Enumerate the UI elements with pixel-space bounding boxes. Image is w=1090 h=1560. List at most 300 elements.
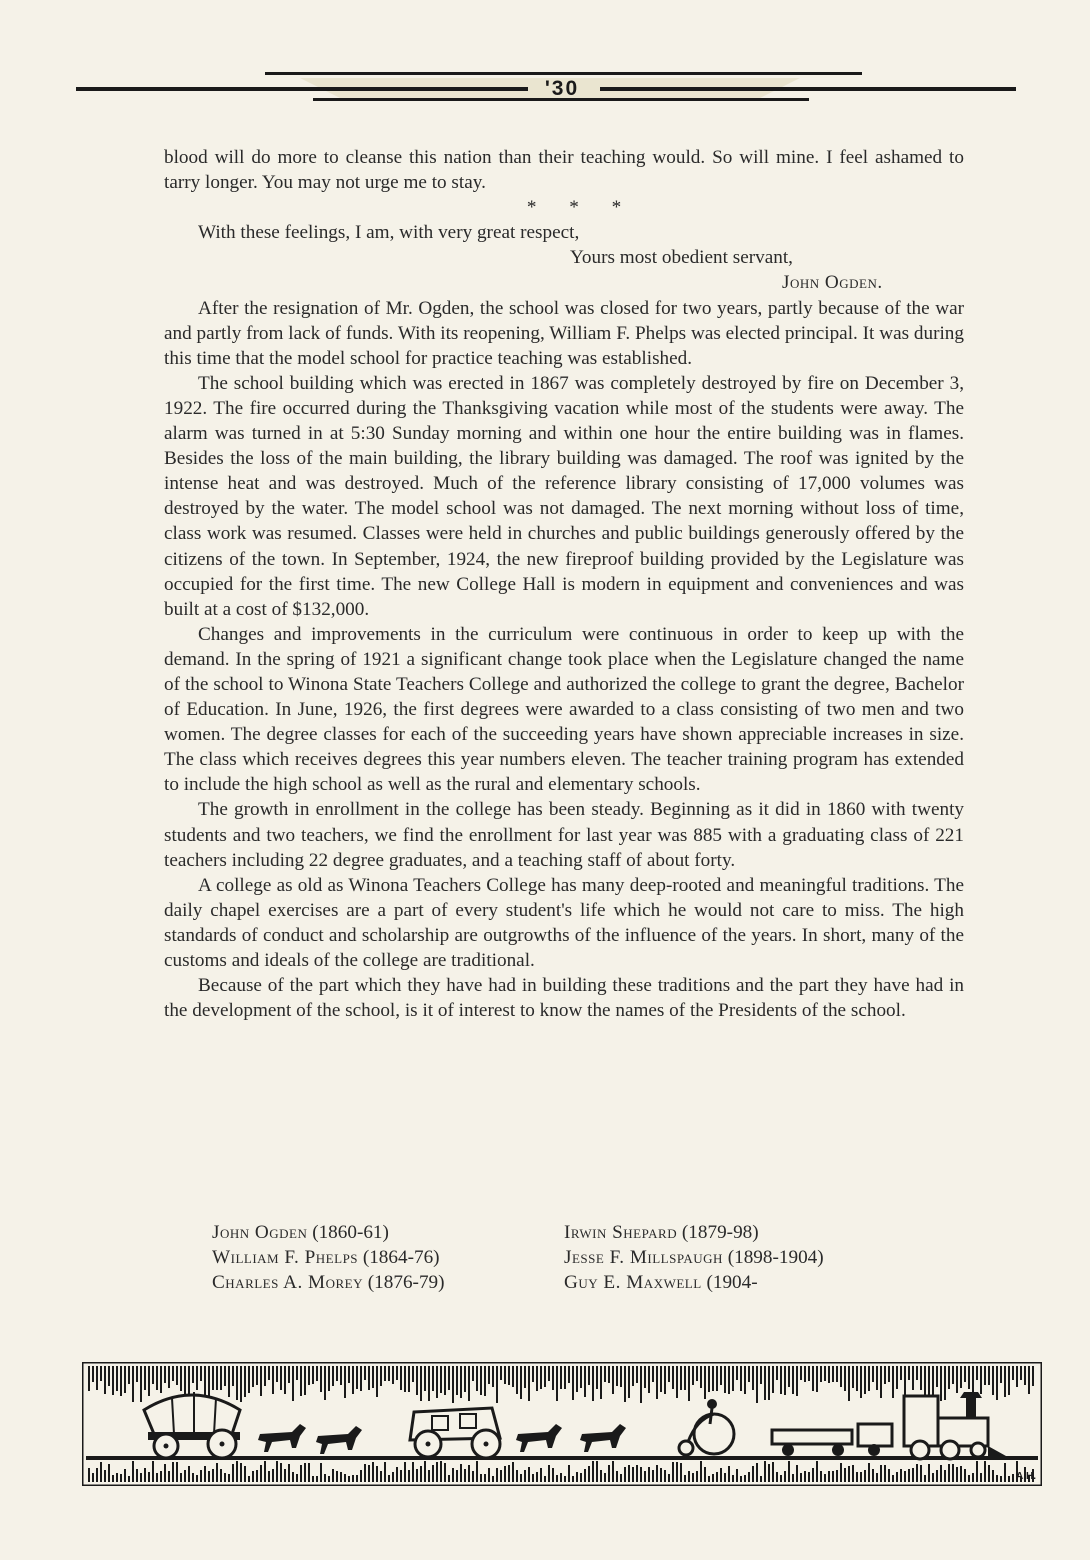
paragraph-presidents-intro: Because of the part which they have had in building these traditions and the part they have had in the development of the school, is it of interest to know the names of the Presidents of the school.	[164, 975, 964, 1022]
hatch-line	[708, 1366, 710, 1392]
hatch-line	[652, 1470, 654, 1482]
hatch-line	[692, 1473, 694, 1482]
hatch-line	[484, 1366, 486, 1396]
hatch-line	[300, 1465, 302, 1482]
hatch-line	[320, 1366, 322, 1392]
hatch-line	[540, 1468, 542, 1482]
hatch-line	[608, 1366, 610, 1383]
hatch-line	[1020, 1366, 1022, 1380]
hatch-line	[1008, 1366, 1010, 1395]
hatch-line	[552, 1366, 554, 1390]
hatch-line	[384, 1366, 386, 1381]
hatch-line	[880, 1465, 882, 1482]
president-years: (1864-76)	[362, 1247, 440, 1268]
hatch-line	[188, 1366, 190, 1398]
hatch-line	[620, 1366, 622, 1387]
hatch-line	[112, 1475, 114, 1482]
hatch-line	[732, 1475, 734, 1482]
hatch-line	[216, 1463, 218, 1482]
hatch-line	[144, 1468, 146, 1482]
hatch-line	[400, 1470, 402, 1482]
hatch-line	[328, 1366, 330, 1391]
president-years: (1904-	[706, 1272, 758, 1293]
hatch-line	[616, 1471, 618, 1482]
hatch-line	[492, 1366, 494, 1387]
hatch-line	[104, 1470, 106, 1482]
hatch-line	[872, 1366, 874, 1382]
hatch-line	[628, 1366, 630, 1398]
hatch-line	[664, 1366, 666, 1394]
hatch-line	[128, 1366, 130, 1384]
hatch-line	[780, 1366, 782, 1394]
hatch-line	[152, 1366, 154, 1384]
hatch-line	[828, 1366, 830, 1383]
hatch-line	[220, 1469, 222, 1482]
hatch-line	[400, 1366, 402, 1390]
hatch-line	[804, 1366, 806, 1382]
president-entry	[564, 1245, 944, 1270]
hatch-line	[132, 1461, 134, 1482]
hatch-line	[800, 1366, 802, 1380]
page-number: '30	[544, 77, 580, 100]
hatch-line	[324, 1474, 326, 1482]
hatch-line	[212, 1469, 214, 1482]
hatch-line	[352, 1475, 354, 1482]
hatch-line	[716, 1472, 718, 1482]
hatch-line	[200, 1366, 202, 1381]
hatch-line	[196, 1366, 198, 1390]
hatch-line	[460, 1464, 462, 1482]
hatch-line	[232, 1464, 234, 1482]
hatch-line	[972, 1473, 974, 1482]
hatch-line	[968, 1475, 970, 1482]
hatch-line	[420, 1366, 422, 1401]
hatch-line	[176, 1462, 178, 1482]
hatch-line	[948, 1464, 950, 1482]
hatch-line	[668, 1366, 670, 1382]
hatch-line	[220, 1366, 222, 1390]
president-name: Guy E. Maxwell	[564, 1272, 702, 1293]
hatch-line	[444, 1463, 446, 1482]
hatch-line	[784, 1366, 786, 1395]
hatch-line	[876, 1473, 878, 1482]
hatch-line	[588, 1366, 590, 1385]
hatch-line	[448, 1475, 450, 1482]
hatch-line	[364, 1464, 366, 1482]
hatch-line	[140, 1366, 142, 1402]
hatch-line	[584, 1366, 586, 1397]
hatch-line	[516, 1470, 518, 1482]
hatch-line	[508, 1465, 510, 1482]
paragraph-enrollment: The growth in enrollment in the college has been steady. Beginning as it did in 1860 with twenty students and two teachers, we find the enrollment for last year was 885 with a graduating class of 221 teachers including 22 degree graduates, and a teaching staff of about forty.	[164, 799, 964, 871]
hatch-line	[936, 1470, 938, 1482]
hatch-line	[300, 1366, 302, 1396]
hatch-line	[648, 1467, 650, 1482]
frieze-illustration	[82, 1362, 1042, 1486]
hatch-line	[264, 1461, 266, 1482]
hatch-line	[276, 1366, 278, 1382]
hatch-line	[928, 1464, 930, 1482]
hatch-line	[1016, 1366, 1018, 1387]
hatch-line	[116, 1473, 118, 1482]
hatch-line	[212, 1366, 214, 1390]
hatch-line	[984, 1366, 986, 1385]
hatch-line	[112, 1366, 114, 1395]
hatch-line	[884, 1465, 886, 1482]
hatch-line	[600, 1366, 602, 1399]
hatch-line	[860, 1472, 862, 1482]
hatch-line	[408, 1366, 410, 1392]
president-years: (1898-1904)	[727, 1247, 824, 1268]
hatch-line	[184, 1470, 186, 1482]
hatch-line	[296, 1366, 298, 1380]
hatch-line	[224, 1366, 226, 1386]
hatch-line	[356, 1366, 358, 1389]
hatch-line	[744, 1475, 746, 1482]
hatch-line	[764, 1461, 766, 1482]
hatch-line	[436, 1366, 438, 1398]
hatch-line	[996, 1475, 998, 1482]
hatch-line	[1012, 1366, 1014, 1380]
hatch-line	[876, 1366, 878, 1390]
hatch-line	[1032, 1366, 1034, 1386]
hatch-line	[660, 1468, 662, 1482]
hatch-line	[448, 1366, 450, 1390]
hatch-line	[912, 1366, 914, 1390]
hatch-line	[868, 1463, 870, 1482]
hatch-line	[92, 1366, 94, 1382]
hatch-line	[992, 1470, 994, 1482]
hatch-line	[808, 1472, 810, 1482]
hatch-line	[560, 1366, 562, 1389]
hatch-line	[540, 1366, 542, 1389]
paragraph-fire: The school building which was erected in 1867 was completely destroyed by fire on December 3, 1922. The fire occurred during the Thanksgiving vacation while most of the students were away. The alarm was turned in at 5:30 Sunday morning and within one hour the entire building was in flames. Besides the loss of the main building, the library building was damaged. The roof was ignited by the intense heat and was destroyed. Much of the reference library consisting of 17,000 volumes was destroyed by the water. The model school was not damaged. The next morning without loss of time, class work was resumed. Classes were held in churches and public buildings generously offered by the citizens of the town. In September, 1924, the new fireproof building provided by the Legislature was occupied for the first time. The new College Hall is modern in equipment and conveniences and was built at a cost of $132,000.	[164, 372, 964, 620]
hatch-line	[148, 1472, 150, 1482]
hatch-line	[592, 1366, 594, 1401]
hatch-line	[768, 1366, 770, 1400]
hatch-line	[1012, 1474, 1014, 1482]
hatch-line	[332, 1469, 334, 1482]
hatch-line	[1004, 1463, 1006, 1482]
hatch-line	[320, 1463, 322, 1482]
hatch-line	[988, 1366, 990, 1385]
hatch-line	[336, 1471, 338, 1482]
hatch-line	[752, 1366, 754, 1390]
hatch-line	[736, 1469, 738, 1482]
president-years: (1860-61)	[312, 1222, 389, 1243]
hatch-line	[672, 1366, 674, 1389]
hatch-line	[348, 1476, 350, 1482]
hatch-line	[456, 1366, 458, 1395]
hatch-line	[248, 1366, 250, 1393]
hatch-line	[668, 1474, 670, 1482]
hatch-line	[936, 1366, 938, 1387]
hatch-line	[168, 1366, 170, 1388]
hatch-line	[348, 1366, 350, 1383]
president-entry	[564, 1270, 944, 1295]
hatch-line	[556, 1475, 558, 1482]
hatch-line	[572, 1366, 574, 1400]
hatch-line	[520, 1474, 522, 1482]
hatch-line	[868, 1366, 870, 1391]
hatch-line	[180, 1473, 182, 1482]
hatch-line	[584, 1469, 586, 1482]
hatch-line	[616, 1366, 618, 1386]
hatch-line	[532, 1474, 534, 1482]
hatch-line	[852, 1366, 854, 1388]
hatch-line	[608, 1465, 610, 1482]
hatch-line	[880, 1366, 882, 1398]
hatch-line	[884, 1366, 886, 1384]
hatch-line	[100, 1366, 102, 1381]
hatch-line	[172, 1462, 174, 1482]
hatch-line	[924, 1366, 926, 1398]
section-break: * * *	[526, 197, 636, 219]
hatch-line	[524, 1366, 526, 1388]
hatch-line	[368, 1366, 370, 1390]
hatch-line	[492, 1476, 494, 1482]
hatch-line	[720, 1366, 722, 1385]
hatch-line	[624, 1467, 626, 1482]
hatch-line	[196, 1475, 198, 1482]
hatch-line	[288, 1464, 290, 1482]
hatch-line	[960, 1366, 962, 1388]
hatch-line	[788, 1366, 790, 1387]
hatch-line	[812, 1366, 814, 1391]
hatch-line	[596, 1461, 598, 1482]
hatch-line	[208, 1471, 210, 1482]
hatch-line	[544, 1476, 546, 1482]
hatch-line	[272, 1366, 274, 1394]
hatch-line	[128, 1476, 130, 1482]
hatch-line	[620, 1474, 622, 1482]
hatch-line	[940, 1366, 942, 1401]
hatch-line	[228, 1366, 230, 1397]
hatch-line	[520, 1366, 522, 1399]
hatch-line	[960, 1466, 962, 1482]
hatch-line	[380, 1366, 382, 1386]
hatch-line	[872, 1469, 874, 1482]
hatch-line	[472, 1366, 474, 1381]
hatch-line	[676, 1462, 678, 1482]
hatch-line	[576, 1366, 578, 1392]
hatch-line	[92, 1473, 94, 1482]
hatch-line	[244, 1466, 246, 1482]
hatch-line	[684, 1366, 686, 1390]
hatch-line	[700, 1366, 702, 1388]
hatch-line	[832, 1366, 834, 1382]
hatch-line	[176, 1366, 178, 1385]
presidents-column-left	[212, 1220, 552, 1295]
hatch-line	[428, 1366, 430, 1401]
president-entry	[212, 1245, 552, 1270]
hatch-line	[432, 1465, 434, 1482]
hatch-line	[568, 1366, 570, 1383]
hatch-line	[1008, 1476, 1010, 1482]
hatch-line	[708, 1476, 710, 1482]
hatch-line	[648, 1366, 650, 1393]
hatch-line	[356, 1475, 358, 1482]
hatch-line	[216, 1366, 218, 1390]
hatch-line	[188, 1466, 190, 1482]
hatch-line	[96, 1366, 98, 1390]
hatch-line	[824, 1366, 826, 1381]
hatch-line	[808, 1366, 810, 1381]
hatch-line	[756, 1366, 758, 1403]
hatch-line	[388, 1475, 390, 1482]
hatch-line	[656, 1366, 658, 1399]
hatch-line	[116, 1366, 118, 1391]
hatch-line	[380, 1471, 382, 1482]
hatch-line	[108, 1366, 110, 1386]
hatch-line	[576, 1472, 578, 1482]
hatch-line	[272, 1469, 274, 1482]
hatch-line	[284, 1469, 286, 1482]
hatch-line	[980, 1473, 982, 1482]
hatch-line	[88, 1366, 90, 1391]
hatch-line	[428, 1470, 430, 1482]
hatch-line	[888, 1366, 890, 1382]
hatch-line	[604, 1366, 606, 1382]
hatch-line	[240, 1366, 242, 1402]
hatch-line	[332, 1366, 334, 1386]
hatch-line	[788, 1461, 790, 1482]
hatch-line	[1000, 1476, 1002, 1482]
hatch-line	[844, 1468, 846, 1482]
hatch-line	[948, 1366, 950, 1389]
hatch-line	[384, 1462, 386, 1482]
hatch-line	[988, 1465, 990, 1482]
hatch-line	[200, 1470, 202, 1482]
president-years: (1879-98)	[681, 1222, 759, 1243]
hatch-line	[640, 1366, 642, 1403]
hatch-line	[892, 1475, 894, 1482]
hatch-line	[896, 1472, 898, 1482]
hatch-line	[548, 1465, 550, 1482]
hatch-line	[588, 1466, 590, 1482]
hatch-line	[192, 1473, 194, 1482]
hatch-line	[304, 1463, 306, 1482]
hatch-line	[680, 1366, 682, 1390]
hatch-line	[696, 1366, 698, 1381]
hatch-line	[108, 1464, 110, 1482]
hatch-line	[120, 1474, 122, 1482]
hatch-line	[792, 1474, 794, 1482]
hatch-line	[160, 1471, 162, 1482]
hatch-line	[432, 1366, 434, 1391]
hatch-line	[760, 1476, 762, 1482]
hatch-line	[228, 1474, 230, 1482]
hatch-line	[308, 1366, 310, 1385]
hatch-line	[680, 1463, 682, 1482]
hatch-line	[612, 1461, 614, 1482]
hatch-line	[552, 1468, 554, 1482]
hatch-line	[984, 1461, 986, 1482]
hatch-line	[816, 1461, 818, 1482]
hatch-line	[152, 1461, 154, 1482]
hatch-line	[548, 1366, 550, 1381]
hatch-line	[304, 1366, 306, 1395]
hatch-line	[444, 1366, 446, 1395]
hatch-line	[316, 1366, 318, 1381]
hatch-line	[688, 1366, 690, 1401]
hatch-line	[956, 1366, 958, 1393]
presidents-column-right	[564, 1220, 944, 1295]
hatch-line	[472, 1471, 474, 1482]
hatch-line	[724, 1473, 726, 1482]
hatch-line	[920, 1366, 922, 1390]
hatch-line	[96, 1468, 98, 1482]
hatch-line	[544, 1366, 546, 1387]
hatch-line	[568, 1465, 570, 1482]
hatch-line	[992, 1366, 994, 1395]
hatch-line	[976, 1366, 978, 1380]
hatch-line	[396, 1467, 398, 1482]
hatch-line	[644, 1366, 646, 1388]
hatch-line	[888, 1469, 890, 1482]
body-text	[164, 145, 964, 1023]
hatch-line	[172, 1366, 174, 1381]
hatch-line	[408, 1470, 410, 1482]
hatch-line	[164, 1366, 166, 1383]
hatch-line	[1000, 1366, 1002, 1383]
hatch-line	[952, 1464, 954, 1482]
hatch-line	[564, 1476, 566, 1482]
hatch-line	[88, 1468, 90, 1482]
paragraph-resignation: After the resignation of Mr. Ogden, the school was closed for two years, partly because of the war and partly from lack of funds. With its reopening, William F. Phelps was elected principal. It was during this time that the model school for practice teaching was established.	[164, 297, 964, 369]
hatch-line	[892, 1366, 894, 1398]
hatch-line	[776, 1366, 778, 1380]
hatch-line	[256, 1470, 258, 1482]
hatch-line	[496, 1366, 498, 1403]
hatch-line	[596, 1366, 598, 1389]
hatch-line	[772, 1366, 774, 1393]
hatch-line	[772, 1462, 774, 1482]
hatch-line	[836, 1470, 838, 1482]
hatch-line	[920, 1465, 922, 1482]
hatch-line	[440, 1461, 442, 1482]
hatch-line	[372, 1462, 374, 1482]
hatch-line	[476, 1461, 478, 1482]
hatch-line	[536, 1366, 538, 1391]
hatch-line	[476, 1366, 478, 1391]
paragraph-curriculum: Changes and improvements in the curriculum were continuous in order to keep up with the demand. In the spring of 1921 a significant change took place when the Legislature changed the name of the school to Winona State Teachers College and authorized the college to grant the degree, Bachelor of Education. In June, 1926, the first degrees were awarded to a class consisting of two men and two women. The degree classes for each of the succeeding years have shown appreciable increases in size. The class which receives degrees this year numbers eleven. The teacher training program has extended to include the high school as well as the rural and elementary schools.	[164, 623, 964, 796]
hatch-line	[844, 1366, 846, 1391]
hatch-line	[488, 1366, 490, 1384]
hatch-line	[420, 1466, 422, 1482]
hatch-line	[516, 1366, 518, 1394]
hatch-line	[192, 1366, 194, 1383]
hatch-line	[328, 1476, 330, 1482]
hatch-line	[860, 1366, 862, 1398]
hatch-line	[344, 1366, 346, 1398]
hatch-line	[124, 1366, 126, 1393]
hatch-line	[716, 1366, 718, 1391]
hatch-line	[224, 1473, 226, 1482]
hatch-line	[1024, 1366, 1026, 1385]
hatch-line	[252, 1366, 254, 1387]
hatch-line	[804, 1471, 806, 1482]
hatch-line	[924, 1475, 926, 1482]
hatch-line	[404, 1366, 406, 1392]
hatch-line	[416, 1366, 418, 1395]
hatch-line	[168, 1471, 170, 1482]
hatch-line	[376, 1366, 378, 1397]
hatch-line	[864, 1470, 866, 1482]
hatch-line	[640, 1467, 642, 1482]
hatch-line	[180, 1366, 182, 1391]
hatch-line	[944, 1470, 946, 1482]
